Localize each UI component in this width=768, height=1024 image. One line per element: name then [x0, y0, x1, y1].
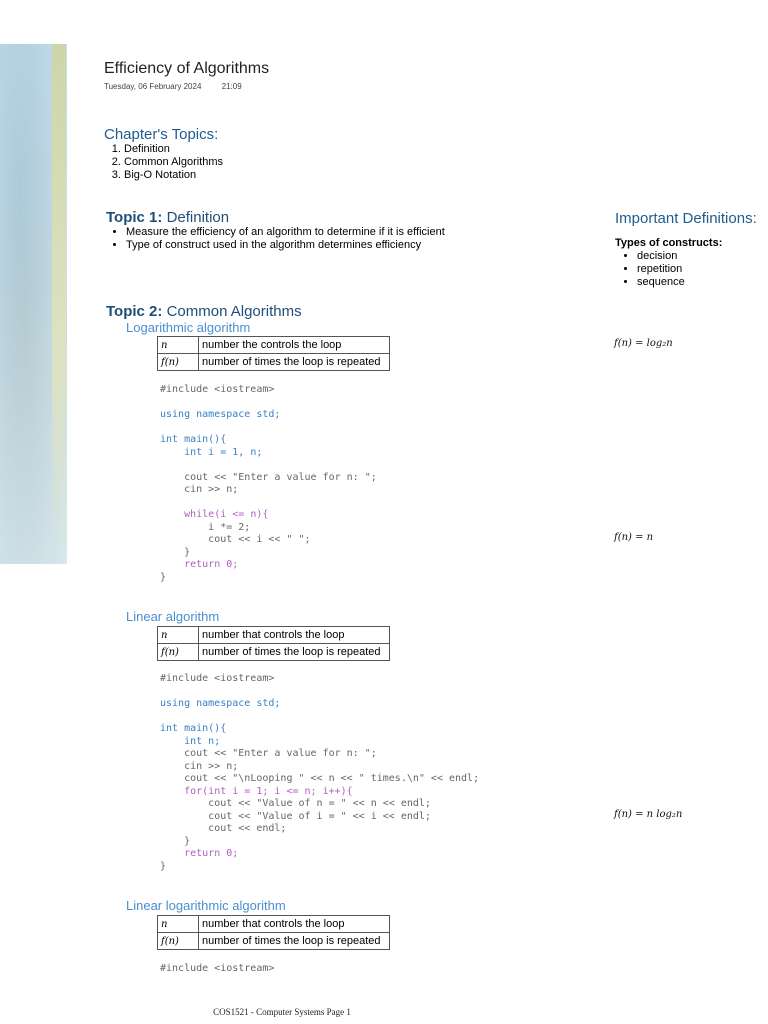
- code-line: int i = 1, n;: [184, 446, 263, 458]
- linear-table: [157, 626, 390, 661]
- table-cell-symbol: f(n): [158, 933, 199, 950]
- chapter-item: 2. Common Algorithms: [124, 156, 223, 169]
- code-line: while(i <= n){: [184, 509, 269, 520]
- page-time: 21:09: [221, 82, 242, 91]
- formula-linear: f(n) = n: [614, 532, 654, 543]
- page-datetime: [104, 82, 260, 91]
- code-line: return 0;: [184, 848, 239, 859]
- code-line: #include <iostream>: [160, 963, 275, 974]
- decorative-banner-bar: [52, 44, 66, 564]
- chapters-list: [104, 143, 223, 182]
- code-line: cout << "Enter a value for n: ";: [184, 748, 377, 759]
- type-item: • decision: [637, 250, 685, 263]
- code-block-logarithmic: [160, 384, 377, 584]
- code-line: int main(){: [160, 434, 227, 445]
- topic1-bullet: • Measure the efficiency of an algorithm to determine if it is efficient: [126, 226, 445, 239]
- topic2-name: Common Algorithms: [166, 303, 302, 320]
- code-line: #include <iostream>: [160, 673, 275, 684]
- code-line: using namespace std;: [160, 698, 281, 709]
- code-line: cout << endl;: [208, 823, 287, 834]
- topic1-name: Definition: [166, 209, 230, 226]
- code-line: using namespace std;: [160, 409, 281, 420]
- page-footer: COS1521 - Computer Systems Page 1: [213, 1007, 351, 1017]
- logarithmic-table: [157, 336, 390, 371]
- linear-logarithmic-heading: Linear logarithmic algorithm: [126, 898, 286, 913]
- table-cell-description: number that controls the loop: [199, 627, 390, 644]
- code-block-linear-logarithmic: [160, 963, 274, 976]
- page-title: Efficiency of Algorithms: [104, 60, 270, 77]
- table-cell-description: number of times the loop is repeated: [199, 644, 390, 661]
- formula-linear-logarithmic: f(n) = n log₂n: [614, 809, 683, 820]
- logarithmic-heading: Logarithmic algorithm: [126, 320, 251, 335]
- type-item: • repetition: [637, 263, 685, 276]
- code-line: }: [160, 571, 167, 583]
- table-cell-symbol: f(n): [158, 354, 199, 371]
- topic2-label: Topic 2:: [106, 303, 163, 320]
- topic1-label: Topic 1:: [106, 209, 163, 226]
- code-block-linear: [160, 673, 479, 873]
- chapters-heading: Chapter's Topics:: [104, 126, 219, 143]
- table-cell-symbol: n: [158, 916, 199, 933]
- table-cell-symbol: n: [158, 627, 199, 644]
- code-line: int main(){: [160, 723, 227, 734]
- table-row: [158, 644, 390, 661]
- table-row: [158, 354, 390, 371]
- code-line: cout << "Value of n = " << n << endl;: [208, 798, 431, 809]
- code-line: }: [184, 835, 191, 847]
- code-line: #include <iostream>: [160, 384, 275, 395]
- table-row: [158, 933, 390, 950]
- types-heading: Types of constructs:: [615, 237, 723, 249]
- table-cell-description: number of times the loop is repeated: [199, 354, 390, 371]
- page-date: Tuesday, 06 February 2024: [104, 82, 202, 91]
- code-line: cout << "Enter a value for n: ";: [184, 471, 377, 483]
- table-row: [158, 337, 390, 354]
- formula-logarithmic: f(n) = log₂n: [614, 338, 673, 349]
- linear-logarithmic-table: [157, 915, 390, 950]
- types-list: [617, 250, 685, 289]
- linear-heading: Linear algorithm: [126, 609, 220, 624]
- code-line: cin >> n;: [184, 760, 239, 772]
- type-item: • sequence: [637, 276, 685, 289]
- important-definitions-heading: Important Definitions:: [615, 210, 757, 227]
- code-line: int n;: [184, 735, 221, 747]
- topic2-heading: [106, 303, 302, 320]
- code-line: return 0;: [184, 559, 239, 570]
- code-line: for(int i = 1; i <= n; i++){: [184, 785, 353, 797]
- code-line: }: [184, 546, 191, 558]
- code-line: }: [160, 860, 167, 872]
- topic1-heading: [106, 209, 229, 226]
- topic1-bullet: • Type of construct used in the algorithm determines efficiency: [126, 239, 445, 252]
- table-row: [158, 916, 390, 933]
- chapter-item: 1. Definition: [124, 143, 223, 156]
- topic1-bullets: [106, 226, 445, 252]
- table-cell-symbol: n: [158, 337, 199, 354]
- code-line: cin >> n;: [184, 484, 239, 495]
- table-cell-description: number that controls the loop: [199, 916, 390, 933]
- code-line: i *= 2;: [208, 521, 251, 533]
- table-cell-description: number the controls the loop: [199, 337, 390, 354]
- table-cell-description: number of times the loop is repeated: [199, 933, 390, 950]
- table-row: [158, 627, 390, 644]
- code-line: cout << i << " ";: [208, 534, 311, 545]
- chapter-item: 3. Big-O Notation: [124, 169, 223, 182]
- code-line: cout << "\nLooping " << n << " times.\n" << endl;: [184, 773, 480, 784]
- code-line: cout << "Value of i = " << i << endl;: [208, 810, 431, 822]
- table-cell-symbol: f(n): [158, 644, 199, 661]
